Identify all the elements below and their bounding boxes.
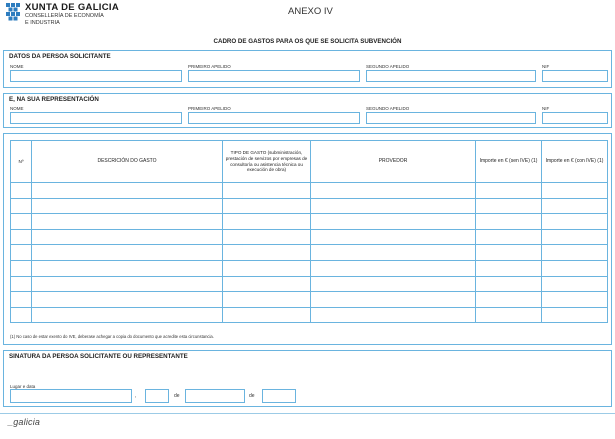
expense-cell[interactable] xyxy=(311,229,476,245)
expense-cell[interactable] xyxy=(11,229,32,245)
rep-name-label: NOME xyxy=(10,106,24,111)
expense-cell[interactable] xyxy=(311,214,476,230)
applicant-nif-field[interactable] xyxy=(542,70,608,82)
rep-name-field[interactable] xyxy=(10,112,182,124)
expense-row xyxy=(11,307,608,323)
expense-cell[interactable] xyxy=(32,214,223,230)
col-expense-type: TIPO DE GASTO (subministración, prestación de servizos por empresas de consultoría ou asistencia técnica ou execución de obra) xyxy=(223,141,311,183)
representative-section-title: E, NA SUA REPRESENTACIÓN xyxy=(9,96,99,103)
expense-cell[interactable] xyxy=(542,245,608,261)
expense-cell[interactable] xyxy=(542,214,608,230)
expense-cell[interactable] xyxy=(32,307,223,323)
expense-cell[interactable] xyxy=(476,307,542,323)
expense-cell[interactable] xyxy=(11,276,32,292)
applicant-name-field[interactable] xyxy=(10,70,182,82)
expense-cell[interactable] xyxy=(11,198,32,214)
expense-cell[interactable] xyxy=(542,292,608,308)
applicant-surname1-label: PRIMEIRO APELIDO xyxy=(188,64,231,69)
expense-cell[interactable] xyxy=(542,276,608,292)
expense-cell[interactable] xyxy=(311,276,476,292)
expense-cell[interactable] xyxy=(542,229,608,245)
expense-cell[interactable] xyxy=(32,276,223,292)
signature-section-title: SINATURA DA PERSOA SOLICITANTE OU REPRESENTANTE xyxy=(9,353,188,360)
expenses-body xyxy=(11,183,608,323)
col-description: DESCRICIÓN DO GASTO xyxy=(32,141,223,183)
expense-cell[interactable] xyxy=(311,183,476,199)
expense-cell[interactable] xyxy=(11,183,32,199)
place-date-label: Lugar e data xyxy=(10,384,36,389)
expense-cell[interactable] xyxy=(542,198,608,214)
rep-surname2-label: SEGUNDO APELIDO xyxy=(366,106,410,111)
applicant-surname2-label: SEGUNDO APELIDO xyxy=(366,64,410,69)
expense-row xyxy=(11,260,608,276)
expense-cell[interactable] xyxy=(223,307,311,323)
expense-cell[interactable] xyxy=(476,245,542,261)
expense-cell[interactable] xyxy=(311,198,476,214)
expense-cell[interactable] xyxy=(223,229,311,245)
expense-cell[interactable] xyxy=(311,292,476,308)
expense-cell[interactable] xyxy=(223,198,311,214)
applicant-section xyxy=(3,50,612,88)
day-field[interactable] xyxy=(145,389,169,403)
expense-cell[interactable] xyxy=(32,198,223,214)
expense-row xyxy=(11,276,608,292)
expense-cell[interactable] xyxy=(11,245,32,261)
applicant-section-title: DATOS DA PERSOA SOLICITANTE xyxy=(9,53,111,60)
col-supplier: PROVEDOR xyxy=(311,141,476,183)
place-field[interactable] xyxy=(10,389,132,403)
expense-row xyxy=(11,198,608,214)
xunta-logo xyxy=(6,2,119,26)
expense-cell[interactable] xyxy=(311,307,476,323)
expense-cell[interactable] xyxy=(476,260,542,276)
representative-section xyxy=(3,93,612,128)
rep-surname1-field[interactable] xyxy=(188,112,360,124)
expense-cell[interactable] xyxy=(476,276,542,292)
signature-section xyxy=(3,350,612,407)
year-field[interactable] xyxy=(262,389,296,403)
expense-row xyxy=(11,229,608,245)
expense-cell[interactable] xyxy=(11,214,32,230)
expense-cell[interactable] xyxy=(32,260,223,276)
expenses-header-row xyxy=(11,141,608,183)
expense-cell[interactable] xyxy=(476,292,542,308)
expense-cell[interactable] xyxy=(11,260,32,276)
de-label-1: de xyxy=(174,393,180,399)
footer-divider xyxy=(0,413,615,414)
vat-footnote: (1) No caso de estar exento do IVE, deberase achegar a copia do documento que acredite esta circunstancia. xyxy=(10,334,214,339)
galicia-logo: _galicia xyxy=(8,417,41,427)
expense-cell[interactable] xyxy=(311,260,476,276)
month-field[interactable] xyxy=(185,389,245,403)
rep-nif-field[interactable] xyxy=(542,112,608,124)
expenses-section xyxy=(3,133,612,345)
expense-row xyxy=(11,292,608,308)
expense-cell[interactable] xyxy=(32,245,223,261)
annex-label: ANEXO IV xyxy=(288,6,333,17)
expense-cell[interactable] xyxy=(542,183,608,199)
rep-surname1-label: PRIMEIRO APELIDO xyxy=(188,106,231,111)
expense-cell[interactable] xyxy=(476,229,542,245)
comma-separator: , xyxy=(135,393,137,399)
applicant-nif-label: NIF xyxy=(542,64,550,69)
expense-cell[interactable] xyxy=(223,183,311,199)
col-amount-with-vat: Importe en € (con IVE) (1) xyxy=(542,141,608,183)
applicant-name-label: NOME xyxy=(10,64,24,69)
expense-cell[interactable] xyxy=(476,198,542,214)
expense-cell[interactable] xyxy=(223,245,311,261)
col-number: Nº xyxy=(11,141,32,183)
expense-cell[interactable] xyxy=(32,229,223,245)
rep-surname2-field[interactable] xyxy=(366,112,536,124)
expense-cell[interactable] xyxy=(476,183,542,199)
expense-cell[interactable] xyxy=(223,214,311,230)
expense-cell[interactable] xyxy=(223,260,311,276)
expense-cell[interactable] xyxy=(542,260,608,276)
dept-line-2: E INDUSTRIA xyxy=(25,19,60,26)
document-title: CADRO DE GASTOS PARA OS QUE SE SOLICITA SUBVENCIÓN xyxy=(213,38,402,45)
expense-row xyxy=(11,245,608,261)
expense-cell[interactable] xyxy=(542,307,608,323)
expense-row xyxy=(11,183,608,199)
dept-line-1: CONSELLERÍA DE ECONOMÍA xyxy=(25,13,104,19)
expense-cell[interactable] xyxy=(223,292,311,308)
org-name: XUNTA DE GALICIA xyxy=(25,2,119,13)
expense-cell[interactable] xyxy=(311,245,476,261)
expenses-table xyxy=(10,140,608,323)
xunta-emblem-icon xyxy=(6,3,20,21)
expense-cell[interactable] xyxy=(11,292,32,308)
expense-cell[interactable] xyxy=(476,214,542,230)
applicant-surname1-field[interactable] xyxy=(188,70,360,82)
rep-nif-label: NIF xyxy=(542,106,550,111)
expense-cell[interactable] xyxy=(223,276,311,292)
expense-cell[interactable] xyxy=(11,307,32,323)
de-label-2: de xyxy=(249,393,255,399)
applicant-surname2-field[interactable] xyxy=(366,70,536,82)
col-amount-no-vat: Importe en € (sen IVE) (1) xyxy=(476,141,542,183)
expense-cell[interactable] xyxy=(32,292,223,308)
expense-cell[interactable] xyxy=(32,183,223,199)
expense-row xyxy=(11,214,608,230)
